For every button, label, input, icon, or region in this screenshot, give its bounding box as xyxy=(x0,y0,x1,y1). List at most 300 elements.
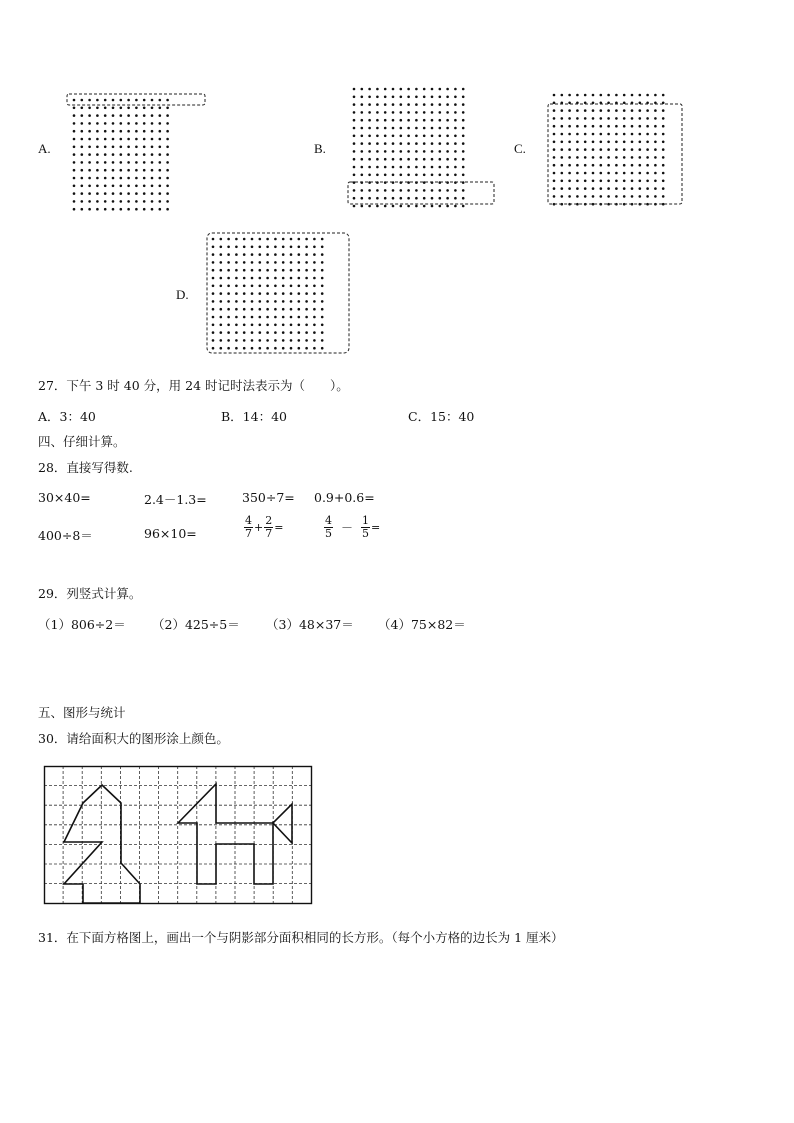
grid-dot xyxy=(251,308,254,311)
grid-dot xyxy=(654,180,657,183)
grid-dot xyxy=(151,107,154,110)
grid-dot xyxy=(392,158,395,161)
grid-dot xyxy=(88,185,91,188)
grid-dot xyxy=(600,94,603,97)
grid-dot xyxy=(646,109,649,112)
grid-dot xyxy=(376,189,379,192)
grid-dot xyxy=(251,347,254,350)
grid-dot xyxy=(553,180,556,183)
grid-dot xyxy=(639,164,642,167)
grid-dot xyxy=(423,127,426,130)
grid-dot xyxy=(266,324,269,327)
grid-dot xyxy=(462,111,465,114)
grid-dot xyxy=(662,187,665,190)
grid-dot xyxy=(462,119,465,122)
grid-dot xyxy=(454,158,457,161)
grid-dot xyxy=(120,185,123,188)
grid-dot xyxy=(313,277,316,280)
grid-dot xyxy=(88,192,91,195)
grid-dot xyxy=(446,111,449,114)
grid-dot xyxy=(251,269,254,272)
grid-dot xyxy=(96,114,99,117)
grid-dot xyxy=(384,111,387,114)
grid-dot xyxy=(392,119,395,122)
grid-dot xyxy=(81,169,84,172)
grid-dot xyxy=(227,316,230,319)
grid-dot xyxy=(623,117,626,120)
grid-dot xyxy=(592,180,595,183)
grid-dot xyxy=(151,169,154,172)
grid-dot xyxy=(274,331,277,334)
grid-dot xyxy=(400,127,403,130)
grid-dot xyxy=(151,138,154,141)
q29-stem: 29．列竖式计算。 xyxy=(38,586,142,601)
grid-dot xyxy=(392,166,395,169)
grid-dot xyxy=(553,172,556,175)
grid-dot xyxy=(282,253,285,256)
grid-dot xyxy=(151,200,154,203)
grid-dot xyxy=(290,324,293,327)
grid-dot xyxy=(376,166,379,169)
grid-dot xyxy=(462,158,465,161)
grid-dot xyxy=(220,331,223,334)
grid-dot xyxy=(646,133,649,136)
grid-dot xyxy=(584,141,587,144)
grid-dot xyxy=(607,109,610,112)
q28-stem: 28．直接写得数. xyxy=(38,460,133,475)
grid-dot xyxy=(298,246,301,249)
grid-dot xyxy=(423,197,426,200)
grid-dot xyxy=(127,122,130,125)
grid-dot xyxy=(446,142,449,145)
grid-dot xyxy=(282,269,285,272)
grid-dot xyxy=(431,142,434,145)
grid-dot xyxy=(298,331,301,334)
grid-dot xyxy=(592,148,595,151)
grid-dot xyxy=(88,169,91,172)
grid-dot xyxy=(220,292,223,295)
grid-dot xyxy=(127,169,130,172)
grid-dot xyxy=(259,324,262,327)
grid-dot xyxy=(159,200,162,203)
grid-dot xyxy=(120,146,123,149)
grid-dot xyxy=(143,169,146,172)
grid-dot xyxy=(431,205,434,208)
q29-item-3: （3）48×37＝ xyxy=(266,617,354,632)
grid-dot xyxy=(623,195,626,198)
grid-dot xyxy=(166,146,169,149)
grid-dot xyxy=(600,195,603,198)
grid-dot xyxy=(88,122,91,125)
grid-dot xyxy=(353,174,356,177)
grid-dot xyxy=(400,166,403,169)
grid-dot xyxy=(600,156,603,159)
grid-dot xyxy=(135,107,138,110)
grid-dot xyxy=(568,117,571,120)
grid-dot xyxy=(120,99,123,102)
grid-dot xyxy=(576,117,579,120)
grid-dot xyxy=(227,261,230,264)
grid-dot xyxy=(400,142,403,145)
grid-dot xyxy=(607,94,610,97)
grid-dot xyxy=(220,246,223,249)
grid-dot xyxy=(439,150,442,153)
grid-dot xyxy=(576,172,579,175)
grid-dot xyxy=(235,261,238,264)
grid-dot xyxy=(607,141,610,144)
grid-dot xyxy=(104,107,107,110)
grid-dot xyxy=(646,203,649,206)
grid-dot xyxy=(73,185,76,188)
grid-dot xyxy=(454,103,457,106)
grid-dot xyxy=(662,156,665,159)
grid-dot xyxy=(290,308,293,311)
equals: = xyxy=(371,521,381,534)
grid-dot xyxy=(446,88,449,91)
grid-dot xyxy=(407,158,410,161)
grid-dot xyxy=(646,187,649,190)
grid-dot xyxy=(104,192,107,195)
grid-dot xyxy=(313,269,316,272)
grid-dot xyxy=(227,277,230,280)
grid-dot xyxy=(73,161,76,164)
option-d-label: D. xyxy=(176,287,189,302)
grid-dot xyxy=(400,174,403,177)
q27-stem: 27．下午 3 时 40 分，用 24 时记时法表示为（ ）。 xyxy=(38,378,349,393)
grid-dot xyxy=(623,180,626,183)
grid-dot xyxy=(646,180,649,183)
q28-fraction-sum xyxy=(244,515,283,540)
grid-dot xyxy=(251,261,254,264)
grid-dot xyxy=(220,339,223,342)
grid-dot xyxy=(439,127,442,130)
grid-dot xyxy=(259,277,262,280)
grid-dot xyxy=(166,153,169,156)
grid-dot xyxy=(127,130,130,133)
grid-dot xyxy=(127,114,130,117)
grid-dot xyxy=(96,185,99,188)
grid-dot xyxy=(305,316,308,319)
grid-dot xyxy=(73,177,76,180)
grid-dot xyxy=(266,246,269,249)
grid-dot xyxy=(576,195,579,198)
grid-dot xyxy=(259,238,262,241)
grid-dot xyxy=(243,308,246,311)
grid-dot xyxy=(120,200,123,203)
grid-dot xyxy=(568,94,571,97)
grid-dot xyxy=(631,156,634,159)
grid-dot xyxy=(623,133,626,136)
grid-dot xyxy=(631,141,634,144)
grid-dot xyxy=(361,189,364,192)
grid-dot xyxy=(135,146,138,149)
grid-dot xyxy=(243,253,246,256)
grid-dot xyxy=(127,185,130,188)
grid-dot xyxy=(654,125,657,128)
grid-dot xyxy=(662,164,665,167)
grid-dot xyxy=(400,150,403,153)
grid-dot xyxy=(376,127,379,130)
grid-dot xyxy=(143,114,146,117)
grid-dot xyxy=(143,130,146,133)
grid-dot xyxy=(321,253,324,256)
grid-dot xyxy=(298,253,301,256)
denominator: 7 xyxy=(265,527,273,540)
grid-dot xyxy=(104,99,107,102)
grid-dot xyxy=(282,316,285,319)
grid-dot xyxy=(235,347,238,350)
grid-dot xyxy=(439,174,442,177)
grid-dot xyxy=(321,269,324,272)
grid-dot xyxy=(321,347,324,350)
grid-dot xyxy=(654,156,657,159)
grid-dot xyxy=(227,285,230,288)
grid-dot xyxy=(353,111,356,114)
grid-dot xyxy=(321,277,324,280)
grid-dot xyxy=(88,146,91,149)
grid-dot xyxy=(243,261,246,264)
grid-dot xyxy=(631,172,634,175)
grid-dot xyxy=(615,133,618,136)
grid-dot xyxy=(220,300,223,303)
grid-dot xyxy=(454,174,457,177)
grid-dot xyxy=(159,138,162,141)
grid-dot xyxy=(96,177,99,180)
grid-dot xyxy=(400,103,403,106)
grid-dot xyxy=(431,174,434,177)
grid-dot xyxy=(73,114,76,117)
grid-dot xyxy=(243,324,246,327)
grid-dot xyxy=(423,174,426,177)
grid-dot xyxy=(607,148,610,151)
grid-dot xyxy=(431,189,434,192)
grid-dot xyxy=(259,253,262,256)
grid-dot xyxy=(251,238,254,241)
grid-dot xyxy=(259,246,262,249)
grid-dot xyxy=(73,107,76,110)
grid-dot xyxy=(135,192,138,195)
grid-dot xyxy=(120,153,123,156)
grid-dot xyxy=(282,246,285,249)
grid-dot xyxy=(220,316,223,319)
grid-dot xyxy=(576,94,579,97)
grid-dot xyxy=(266,300,269,303)
grid-dot xyxy=(561,187,564,190)
grid-dot xyxy=(135,185,138,188)
grid-dot xyxy=(407,166,410,169)
grid-dot xyxy=(368,174,371,177)
grid-dot xyxy=(607,117,610,120)
grid-dot xyxy=(313,316,316,319)
grid-dot xyxy=(227,347,230,350)
grid-dot xyxy=(400,111,403,114)
grid-dot xyxy=(600,133,603,136)
grid-dot xyxy=(454,166,457,169)
grid-dot xyxy=(607,172,610,175)
grid-dot xyxy=(143,208,146,211)
q28-item-1: 30×40= xyxy=(38,490,91,505)
grid-dot xyxy=(607,133,610,136)
grid-dot xyxy=(623,109,626,112)
grid-dot xyxy=(639,141,642,144)
grid-dot xyxy=(368,96,371,99)
grid-dot xyxy=(561,125,564,128)
grid-dot xyxy=(88,208,91,211)
grid-dot xyxy=(159,99,162,102)
grid-dot xyxy=(243,269,246,272)
grid-dot xyxy=(631,164,634,167)
grid-dot xyxy=(353,166,356,169)
grid-dot xyxy=(368,88,371,91)
grid-dot xyxy=(298,238,301,241)
grid-dot xyxy=(368,166,371,169)
grid-dot xyxy=(88,153,91,156)
grid-dot xyxy=(439,166,442,169)
grid-dot xyxy=(135,122,138,125)
grid-dot xyxy=(266,347,269,350)
grid-dot xyxy=(631,117,634,120)
grid-dot xyxy=(646,156,649,159)
grid-dot xyxy=(454,135,457,138)
grid-dot xyxy=(104,185,107,188)
grid-dot xyxy=(298,316,301,319)
grid-dot xyxy=(392,111,395,114)
grid-dot xyxy=(623,148,626,151)
grid-dot xyxy=(127,153,130,156)
grid-dot xyxy=(166,130,169,133)
grid-dot xyxy=(321,238,324,241)
grid-dot xyxy=(220,261,223,264)
grid-dot xyxy=(368,150,371,153)
grid-dot xyxy=(88,138,91,141)
grid-dot xyxy=(159,146,162,149)
grid-dot xyxy=(368,158,371,161)
grid-dot xyxy=(321,324,324,327)
grid-dot xyxy=(73,200,76,203)
grid-dot xyxy=(654,172,657,175)
grid-dot xyxy=(400,88,403,91)
grid-dot xyxy=(576,187,579,190)
grid-dot xyxy=(274,316,277,319)
grid-dot xyxy=(431,166,434,169)
grid-dot xyxy=(462,197,465,200)
q30-grid-figure xyxy=(44,766,314,906)
grid-dot xyxy=(212,339,215,342)
grid-dot xyxy=(454,127,457,130)
grid-dot xyxy=(274,277,277,280)
dashed-selection xyxy=(348,182,494,204)
grid-dot xyxy=(584,133,587,136)
grid-dot xyxy=(259,331,262,334)
grid-dot xyxy=(88,177,91,180)
grid-dot xyxy=(561,164,564,167)
grid-dot xyxy=(266,261,269,264)
grid-dot xyxy=(235,269,238,272)
grid-dot xyxy=(361,197,364,200)
grid-dot xyxy=(376,197,379,200)
grid-dot xyxy=(446,127,449,130)
grid-dot xyxy=(415,142,418,145)
grid-dot xyxy=(305,269,308,272)
grid-dot xyxy=(151,161,154,164)
grid-dot xyxy=(305,277,308,280)
grid-dot xyxy=(654,117,657,120)
grid-dot xyxy=(561,180,564,183)
grid-dot xyxy=(266,253,269,256)
grid-dot xyxy=(321,285,324,288)
grid-dot xyxy=(607,195,610,198)
grid-dot xyxy=(127,138,130,141)
grid-dot xyxy=(368,142,371,145)
grid-dot xyxy=(454,119,457,122)
grid-dot xyxy=(353,205,356,208)
grid-dot xyxy=(639,180,642,183)
grid-dot xyxy=(384,142,387,145)
grid-dot xyxy=(568,156,571,159)
grid-dot xyxy=(212,238,215,241)
grid-dot xyxy=(600,141,603,144)
grid-dot xyxy=(81,122,84,125)
grid-dot xyxy=(361,119,364,122)
grid-dot xyxy=(166,114,169,117)
grid-dot xyxy=(623,94,626,97)
grid-dot xyxy=(243,238,246,241)
grid-dot xyxy=(407,96,410,99)
dot-grid-b xyxy=(346,84,498,208)
grid-dot xyxy=(274,238,277,241)
grid-dot xyxy=(282,277,285,280)
grid-dot xyxy=(462,150,465,153)
grid-dot xyxy=(631,180,634,183)
grid-dot xyxy=(600,125,603,128)
grid-dot xyxy=(423,189,426,192)
grid-dot xyxy=(462,103,465,106)
grid-dot xyxy=(220,277,223,280)
grid-dot xyxy=(615,109,618,112)
grid-dot xyxy=(81,200,84,203)
grid-dot xyxy=(576,148,579,151)
grid-dot xyxy=(235,316,238,319)
grid-dot xyxy=(368,205,371,208)
grid-dot xyxy=(305,285,308,288)
grid-dot xyxy=(313,347,316,350)
grid-dot xyxy=(439,135,442,138)
grid-dot xyxy=(235,292,238,295)
grid-dot xyxy=(321,308,324,311)
numerator: 4 xyxy=(245,514,252,527)
grid-dot xyxy=(266,292,269,295)
grid-dot xyxy=(400,119,403,122)
grid-dot xyxy=(639,117,642,120)
grid-dot xyxy=(104,146,107,149)
grid-dot xyxy=(431,150,434,153)
grid-dot xyxy=(259,308,262,311)
grid-dot xyxy=(415,111,418,114)
grid-dot xyxy=(143,177,146,180)
grid-dot xyxy=(112,146,115,149)
grid-dot xyxy=(305,292,308,295)
q27-option-c: C．15：40 xyxy=(408,409,475,424)
grid-dot xyxy=(151,153,154,156)
grid-dot xyxy=(639,133,642,136)
grid-dot xyxy=(407,127,410,130)
grid-dot xyxy=(368,197,371,200)
grid-dot xyxy=(305,300,308,303)
grid-dot xyxy=(376,174,379,177)
grid-dot xyxy=(305,347,308,350)
grid-dot xyxy=(568,187,571,190)
q30-stem: 30．请给面积大的图形涂上颜色。 xyxy=(38,731,229,746)
